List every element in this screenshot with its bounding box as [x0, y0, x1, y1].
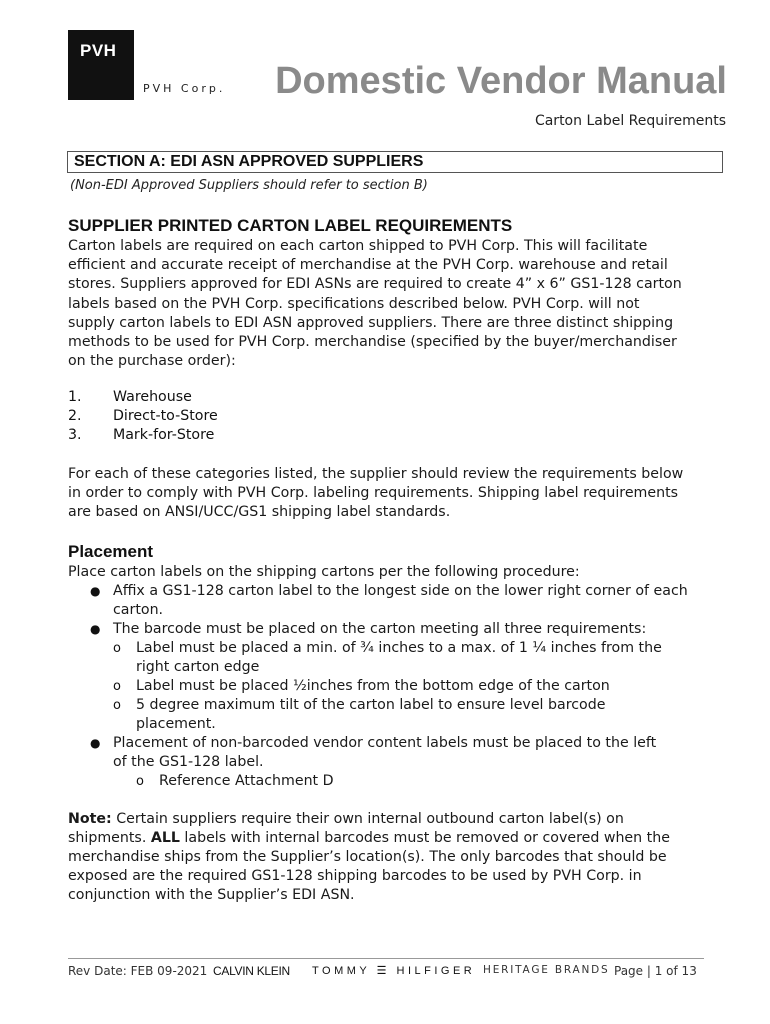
sub-bullet-text: Reference Attachment D — [159, 773, 334, 789]
review-paragraph — [68, 465, 718, 523]
paragraph-line: in order to comply with PVH Corp. labeling requirements. Shipping label requirements — [68, 485, 679, 502]
bullet-text: Affix a GS1-128 carton label to the longest side on the lower right corner of each — [113, 583, 688, 599]
supplier-heading: SUPPLIER PRINTED CARTON LABEL REQUIREMENTS — [68, 216, 513, 235]
sub-bullet-text: placement. — [136, 716, 216, 732]
paragraph-line: are based on ANSI/UCC/GS1 shipping label standards. — [68, 504, 451, 521]
paragraph-line: For each of these categories listed, the supplier should review the requirements below — [68, 466, 684, 482]
sub-bullet-text: right carton edge — [136, 659, 260, 675]
list-number: 2. — [68, 408, 82, 424]
sub-bullet-text: 5 degree maximum tilt of the carton label to ensure level barcode — [136, 697, 606, 713]
list-number: 3. — [68, 427, 82, 443]
sub-bullet-text: Label must be placed a min. of ¾ inches to a max. of 1 ¼ inches from the — [136, 640, 662, 656]
brand-heritage: HERITAGE BRANDS — [483, 964, 610, 976]
sub-bullet: o — [136, 774, 144, 789]
page-subtitle: Carton Label Requirements — [534, 113, 726, 129]
brand-tommy-hilfiger: TOMMY ☰ HILFIGER — [312, 965, 476, 977]
note-line — [68, 811, 624, 827]
note-line: exposed are the required GS1-128 shipping barcodes to be used by PVH Corp. in — [68, 868, 642, 884]
note-label: Note: — [68, 811, 112, 827]
placement-intro: Place carton labels on the shipping cartons per the following procedure: — [68, 564, 580, 580]
bullet-text: The barcode must be placed on the carton meeting all three requirements: — [113, 621, 647, 637]
sub-bullet: o — [113, 698, 121, 713]
note-line — [68, 830, 670, 846]
list-item: Mark-for-Store — [113, 427, 215, 443]
rev-date: Rev Date: FEB 09-2021 — [68, 964, 208, 978]
note-line: conjunction with the Supplier’s EDI ASN. — [68, 887, 355, 903]
note-line: merchandise ships from the Supplier’s location(s). The only barcodes that should be — [68, 849, 667, 865]
footer-rule — [68, 958, 704, 959]
bullet-text: Placement of non-barcoded vendor content labels must be placed to the left — [113, 735, 657, 751]
supplier-paragraph — [68, 237, 718, 371]
list-item: Warehouse — [113, 389, 192, 405]
list-item: Direct-to-Store — [113, 408, 218, 424]
note-text: Certain suppliers require their own internal outbound carton label(s) on — [111, 811, 624, 827]
section-note: (Non-EDI Approved Suppliers should refer to section B) — [70, 178, 428, 193]
pvh-logo: PVH — [68, 30, 134, 100]
sub-bullet: o — [113, 679, 121, 694]
note-text: shipments. — [68, 830, 151, 846]
sub-bullet: o — [113, 641, 121, 656]
paragraph-line: supply carton labels to EDI ASN approved suppliers. There are three distinct shipping — [68, 314, 674, 331]
brand-calvin-klein: CALVIN KLEIN — [213, 964, 290, 978]
section-title: SECTION A: EDI ASN APPROVED SUPPLIERS — [74, 153, 424, 170]
bullet-text: of the GS1-128 label. — [113, 754, 264, 770]
bullet-text: carton. — [113, 602, 164, 618]
paragraph-line: stores. Suppliers approved for EDI ASNs are required to create 4” x 6” GS1-128 carton — [68, 276, 682, 293]
bullet-dot: ● — [90, 736, 101, 750]
paragraph-line: methods to be used for PVH Corp. merchandise (specified by the buyer/merchandiser — [68, 334, 677, 351]
page-number: Page | 1 of 13 — [614, 964, 697, 978]
paragraph-line: efficient and accurate receipt of merchandise at the PVH Corp. warehouse and retail — [68, 257, 668, 274]
sub-bullet-text: Label must be placed ½inches from the bottom edge of the carton — [136, 678, 610, 694]
paragraph-line: Carton labels are required on each carton shipped to PVH Corp. This will facilitate — [68, 238, 648, 254]
bullet-dot: ● — [90, 622, 101, 636]
list-number: 1. — [68, 389, 82, 405]
bullet-dot: ● — [90, 584, 101, 598]
corp-name: PVH Corp. — [143, 82, 226, 95]
page-title: Domestic Vendor Manual — [275, 60, 727, 102]
note-emphasis: ALL — [150, 830, 180, 846]
placement-heading: Placement — [68, 542, 154, 561]
note-text: labels with internal barcodes must be removed or covered when the — [179, 830, 670, 846]
paragraph-line: labels based on the PVH Corp. specifications described below. PVH Corp. will not — [68, 295, 640, 312]
paragraph-line: on the purchase order): — [68, 353, 236, 370]
